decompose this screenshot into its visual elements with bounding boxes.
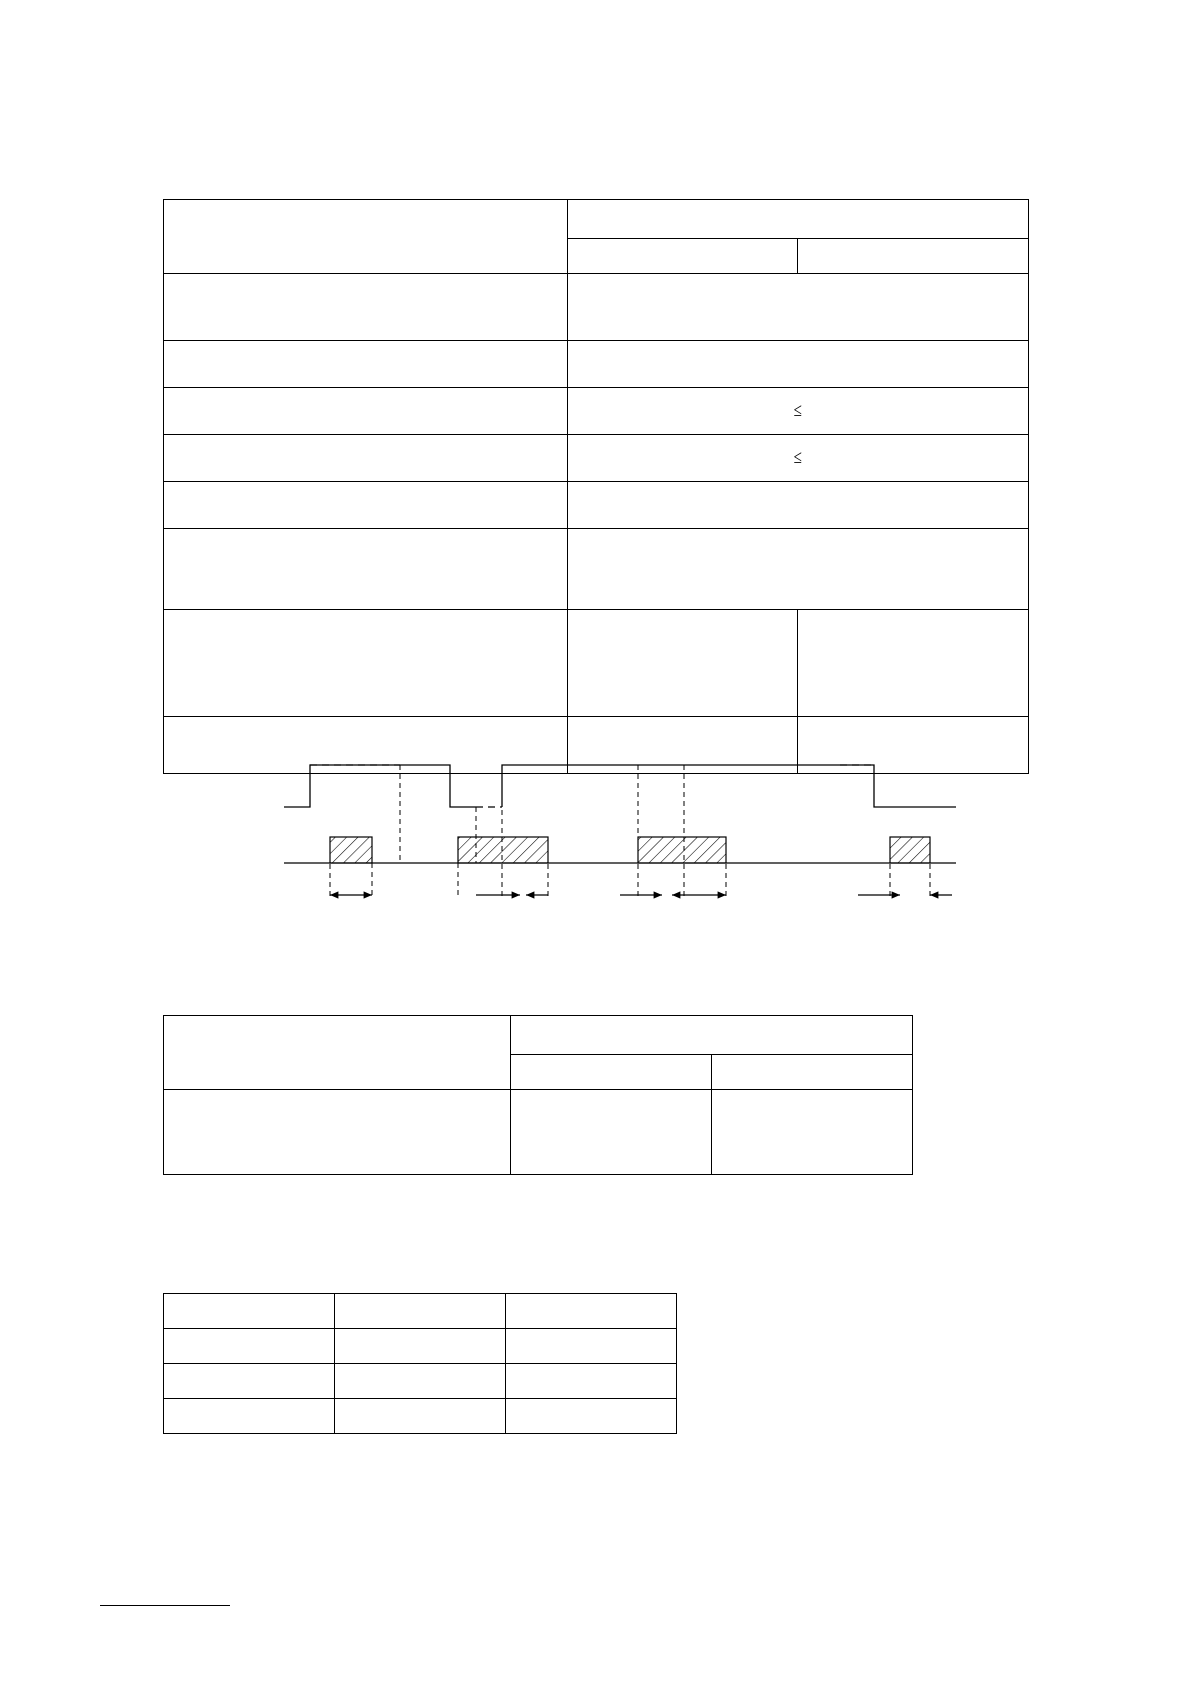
- pulse-block-group: [330, 837, 930, 863]
- third-small-table: [163, 1293, 677, 1434]
- table-cell: [335, 1364, 506, 1399]
- table-cell: [567, 529, 1028, 610]
- table-row: [164, 200, 1029, 239]
- table-cell-header-span: [567, 200, 1028, 239]
- pulse-block: [330, 837, 372, 863]
- table-cell-value: [567, 388, 1028, 435]
- table-cell: [506, 1294, 677, 1329]
- table-cell: [335, 1294, 506, 1329]
- table-cell: [798, 239, 1029, 274]
- table-cell: [164, 1329, 335, 1364]
- table-cell: [335, 1399, 506, 1434]
- table-cell: [506, 1364, 677, 1399]
- pulse-block: [458, 837, 548, 863]
- table-cell-label: [164, 435, 568, 482]
- table-cell: [567, 274, 1028, 341]
- signal-trace-dashed: [310, 765, 874, 807]
- table-row: [164, 482, 1029, 529]
- less-than-or-equal-icon: ≤: [793, 447, 802, 468]
- table-cell-value: [567, 435, 1028, 482]
- table-cell: [567, 610, 798, 717]
- table-row: [164, 1364, 677, 1399]
- table-cell: [567, 341, 1028, 388]
- table-cell: [567, 482, 1028, 529]
- table-cell-label: [164, 388, 568, 435]
- table-cell: [798, 610, 1029, 717]
- table-cell-label: [164, 610, 568, 717]
- footnote-separator: [100, 1605, 230, 1606]
- table-cell: [164, 1399, 335, 1434]
- table-cell-label: [164, 1016, 511, 1090]
- table-cell-label: [164, 341, 568, 388]
- less-than-or-equal-icon: ≤: [793, 400, 802, 421]
- pulse-block: [638, 837, 726, 863]
- second-parameter-table: [163, 1015, 913, 1175]
- table-cell-label: [164, 529, 568, 610]
- table-cell-label: [164, 482, 568, 529]
- table-row: [164, 388, 1029, 435]
- table-cell-label: [164, 274, 568, 341]
- table-cell-label: [164, 1090, 511, 1175]
- table-row: [164, 435, 1029, 482]
- table-cell: [511, 1090, 712, 1175]
- table-cell: [164, 1294, 335, 1329]
- specification-table: [163, 199, 1029, 774]
- signal-trace: [284, 765, 956, 807]
- table-cell-label: [164, 200, 568, 274]
- alignment-guides: [330, 765, 930, 897]
- table-row: [164, 529, 1029, 610]
- table-cell: [511, 1055, 712, 1090]
- table-row: [164, 1016, 913, 1055]
- table-row: [164, 274, 1029, 341]
- table-row: [164, 1399, 677, 1434]
- table-cell: [712, 1055, 913, 1090]
- table-row: [164, 1090, 913, 1175]
- table-cell: [506, 1329, 677, 1364]
- table-cell: [712, 1090, 913, 1175]
- timing-waveform-diagram: [280, 745, 960, 935]
- pulse-block: [890, 837, 930, 863]
- table-row: [164, 341, 1029, 388]
- table-cell: [335, 1329, 506, 1364]
- table-cell-header-span: [511, 1016, 913, 1055]
- table-row: [164, 1294, 677, 1329]
- table-cell: [164, 1364, 335, 1399]
- table-cell: [506, 1399, 677, 1434]
- table-row: [164, 1329, 677, 1364]
- table-cell: [567, 239, 798, 274]
- table-row: [164, 610, 1029, 717]
